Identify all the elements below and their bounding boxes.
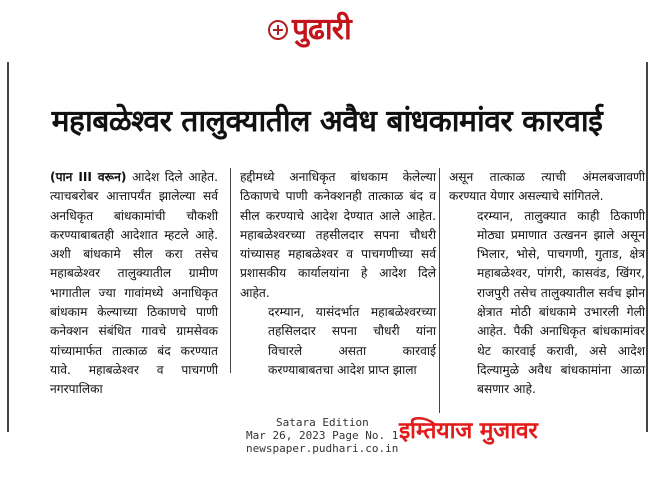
- jump-tag: (पान III वरून): [50, 170, 127, 184]
- brand-name: पुढारी: [292, 12, 351, 47]
- paragraph: दरम्यान, तालुक्यात काही ठिकाणी मोठ्या प्रमाणात उत्खनन झाले असून भिलार, भोसे, पाचगणी, गुताड, क्षेत्र महाबळेश्वर, पांगरी, कासवंड, खिंगर, राजपुरी तसेच तालुक्यातील सर्वच झोन क्षेत्रात मोठी बांधकामे उभारली गेली आहेत. पैकी अनाधिकृत बांधकामांवर थेट कारवाई करावी, असे आदेश दिल्यामुळे अवैध बांधकामांना आळा बसणार आहे.: [477, 208, 645, 397]
- article-column-3: [449, 168, 645, 400]
- paragraph: दरम्यान, यासंदर्भात महाबळेश्वरच्या तहसिलदार सपना चौधरी यांना विचारले असता कारवाई करण्याबाबतचा आदेश प्राप्त झाला: [268, 305, 436, 377]
- edition-site[interactable]: newspaper.pudhari.co.in: [246, 442, 399, 455]
- left-rule: [7, 62, 9, 432]
- paragraph: [22, 168, 218, 400]
- headline: महाबळेश्वर तालुक्यातील अवैध बांधकामांवर कारवाई: [51, 104, 603, 139]
- column-divider-1: [230, 168, 231, 373]
- masthead-logo: [268, 10, 386, 50]
- edition-date: Mar 26, 2023 Page No. 1: [246, 429, 399, 442]
- edition-name: Satara Edition: [276, 416, 369, 429]
- globe-icon: [268, 20, 288, 40]
- article-column-1: [22, 168, 218, 400]
- article-column-2: [240, 168, 436, 380]
- column-divider-2: [439, 168, 440, 413]
- reporter-byline: इम्तियाज मुजावर: [399, 418, 538, 444]
- paragraph: असून तात्काळ त्याची अंमलबजावणी करण्यात येणार असल्याचे सांगितले.: [449, 170, 645, 204]
- edition-info: [246, 416, 398, 455]
- right-rule: [646, 62, 648, 432]
- paragraph-text: आदेश दिले आहेत. त्याचबरोबर आत्तापर्यंत झालेल्या सर्व अनधिकृत बांधकामांची चौकशी करण्याबाबतही आदेशात म्हटले आहे. अशी बांधकामे सील करा तसेच महाबळेश्वर तालुक्यातील ग्रामीण भागातील ज्या गावांमध्ये अनाधिकृत बांधकाम केल्याच्या ठिकाणचे पाणी कनेक्शन संबंधित गावचे ग्रामसेवक यांच्यामार्फत तात्काळ बंद करण्यात यावे. महाबळेश्वर व पाचगणी नगरपालिका: [50, 170, 218, 397]
- paragraph: हद्दीमध्ये अनाधिकृत बांधकाम केलेल्या ठिकाणचे पाणी कनेक्शनही तात्काळ बंद व सील करण्याचे आदेश देण्यात आले आहेत. महाबळेश्वरच्या तहसीलदार सपना चौधरी यांच्यासह महाबळेश्वर व पाचगणीच्या सर्व प्रशासकीय कार्यालयांना हे आदेश दिले आहेत.: [240, 170, 436, 300]
